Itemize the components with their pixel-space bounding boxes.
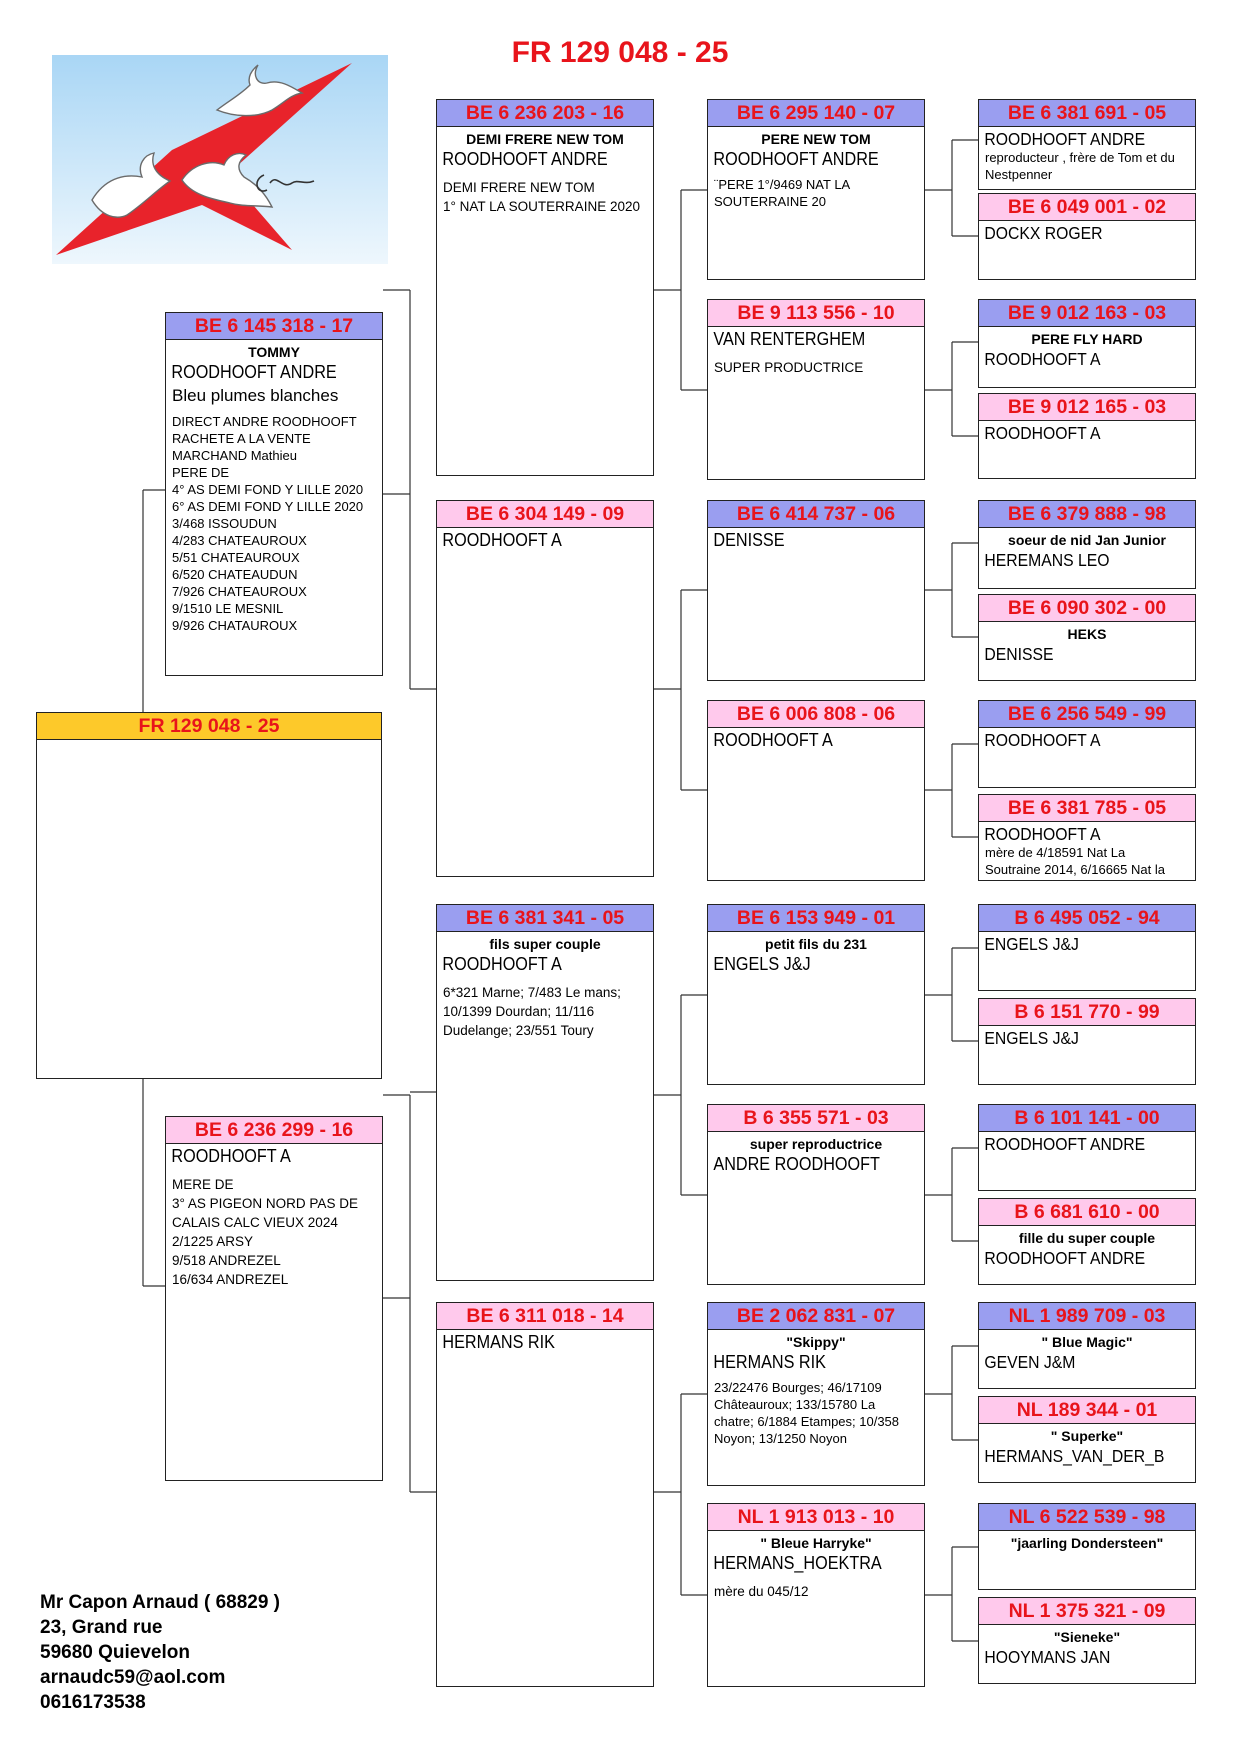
pedigree-box-dds — [707, 1302, 925, 1486]
breeder-name: ROODHOOFT A — [984, 423, 1101, 443]
ring-number: BE 6 153 949 - 01 — [708, 905, 924, 932]
pedigree-box-g4-6 — [978, 700, 1196, 788]
ring-number: BE 6 256 549 - 99 — [979, 701, 1195, 728]
note-line: Nestpenner — [985, 167, 1053, 182]
ring-number: BE 9 113 556 - 10 — [708, 300, 924, 327]
note-line: 23/22476 Bourges; 46/17109 — [714, 1380, 882, 1395]
ring-number: NL 1 989 709 - 03 — [979, 1303, 1195, 1330]
pedigree-box-g4-9 — [978, 998, 1196, 1085]
pedigree-box-g4-1 — [978, 193, 1196, 280]
pedigree-box-g4-0 — [978, 99, 1196, 190]
breeder-name: HERMANS_VAN_DER_B — [984, 1446, 1165, 1466]
note-line: 9/926 CHATAUROUX — [172, 618, 298, 633]
owner-address — [40, 1590, 280, 1715]
breeder-name: GEVEN J&M — [984, 1352, 1076, 1372]
breeder-name: ENGELS J&J — [984, 1028, 1079, 1048]
breeder-name: ROODHOOFT A — [984, 824, 1101, 844]
pedigree-box-ss — [436, 99, 654, 476]
performance-notes — [166, 413, 382, 634]
note-line: Soutraine 2014, 6/16665 Nat la — [985, 862, 1165, 877]
pedigree-box-sdd — [707, 700, 925, 881]
note-line: 9/518 ANDREZEL — [172, 1253, 281, 1268]
note-line: MARCHAND Mathieu — [172, 448, 297, 463]
note-line: PERE DE — [172, 465, 230, 480]
pigeon-name: petit fils du 231 — [765, 936, 867, 952]
pedigree-box-g4-7 — [978, 794, 1196, 881]
performance-notes — [437, 178, 653, 216]
pigeon-name: " Blue Magic" — [1041, 1334, 1133, 1350]
pigeon-name: HEKS — [1067, 626, 1107, 642]
pedigree-box-g4-11 — [978, 1198, 1196, 1285]
note-line: RACHETE A LA VENTE — [172, 431, 311, 446]
note-line: Châteauroux; 133/15780 La — [714, 1397, 876, 1412]
pedigree-box-subject — [36, 712, 382, 1079]
ring-number: BE 6 381 785 - 05 — [979, 795, 1195, 822]
pedigree-box-sd — [436, 500, 654, 877]
note-line: 9/1510 LE MESNIL — [172, 601, 284, 616]
ring-number: BE 6 381 691 - 05 — [979, 100, 1195, 127]
pigeon-name: fils super couple — [489, 936, 601, 952]
pedigree-box-g4-2 — [978, 299, 1196, 388]
pigeon-name: PERE NEW TOM — [761, 131, 871, 147]
breeder-name: DOCKX ROGER — [984, 223, 1103, 243]
breeder-name: ROODHOOFT ANDRE — [984, 129, 1146, 149]
ring-number: BE 6 379 888 - 98 — [979, 501, 1195, 528]
pigeon-name: "Sieneke" — [1053, 1629, 1121, 1645]
ring-number: BE 6 381 341 - 05 — [437, 905, 653, 932]
pedigree-box-g4-8 — [978, 904, 1196, 991]
note-line: 6/520 CHATEAUDUN — [172, 567, 298, 582]
owner-phone: 0616173538 — [40, 1692, 146, 1713]
note-line: 16/634 ANDREZEL — [172, 1272, 289, 1287]
note-line: 3° AS PIGEON NORD PAS DE — [172, 1196, 358, 1211]
ring-number: B 6 355 571 - 03 — [708, 1105, 924, 1132]
performance-notes — [437, 983, 653, 1040]
note-line: Dudelange; 23/551 Toury — [443, 1023, 594, 1038]
ring-number: BE 2 062 831 - 07 — [708, 1303, 924, 1330]
breeder-name: HOOYMANS JAN — [984, 1647, 1111, 1667]
note-line: 4° AS DEMI FOND Y LILLE 2020 — [172, 482, 364, 497]
pedigree-box-ssd — [707, 299, 925, 480]
pedigree-box-sss — [707, 99, 925, 280]
note-line: mère de 4/18591 Nat La — [985, 845, 1126, 860]
note-line: DEMI FRERE NEW TOM — [443, 180, 595, 195]
performance-notes — [166, 1175, 382, 1289]
pigeon-name: " Bleue Harryke" — [760, 1535, 872, 1551]
breeder-name: ROODHOOFT ANDRE — [442, 149, 608, 169]
breeder-name: ENGELS J&J — [984, 934, 1079, 954]
ring-number: BE 9 012 165 - 03 — [979, 394, 1195, 421]
note-line: CALAIS CALC VIEUX 2024 — [172, 1215, 338, 1230]
note-line: reproducteur , frère de Tom et du — [985, 150, 1175, 165]
performance-notes — [708, 1582, 924, 1601]
ring-number: B 6 681 610 - 00 — [979, 1199, 1195, 1226]
pedigree-box-g4-13 — [978, 1396, 1196, 1483]
note-line: 1° NAT LA SOUTERRAINE 2020 — [443, 199, 640, 214]
note-line: 6° AS DEMI FOND Y LILLE 2020 — [172, 499, 364, 514]
note-line: mère du 045/12 — [714, 1584, 809, 1599]
note-line: SOUTERRAINE 20 — [714, 194, 826, 209]
owner-email: arnaudc59@aol.com — [40, 1667, 226, 1688]
note-line: DIRECT ANDRE ROODHOOFT — [172, 414, 357, 429]
owner-name: Mr Capon Arnaud ( 68829 ) — [40, 1592, 281, 1613]
breeder-name: ANDRE ROODHOOFT — [713, 1154, 880, 1174]
ring-number: BE 6 145 318 - 17 — [166, 313, 382, 340]
note-line: 2/1225 ARSY — [172, 1234, 254, 1249]
ring-number: BE 6 049 001 - 02 — [979, 194, 1195, 221]
pedigree-box-dd — [436, 1302, 654, 1687]
breeder-name: HERMANS RIK — [442, 1332, 555, 1352]
pigeon-name: DEMI FRERE NEW TOM — [466, 131, 624, 147]
note-line: 4/283 CHATEAUROUX — [172, 533, 307, 548]
ring-number: NL 1 375 321 - 09 — [979, 1598, 1195, 1625]
ring-number: B 6 151 770 - 99 — [979, 999, 1195, 1026]
note-line: 6*321 Marne; 7/483 Le mans; — [443, 985, 621, 1000]
pigeon-name: super reproductrice — [749, 1136, 883, 1152]
ring-number: BE 6 236 203 - 16 — [437, 100, 653, 127]
breeder-name: ROODHOOFT A — [442, 954, 562, 974]
breeder-name: ROODHOOFT A — [984, 349, 1101, 369]
ring-number: BE 6 311 018 - 14 — [437, 1303, 653, 1330]
ring-number: FR 129 048 - 25 — [37, 713, 381, 740]
note-line: 7/926 CHATEAUROUX — [172, 584, 307, 599]
pigeon-name: "Skippy" — [786, 1334, 846, 1350]
ring-number: NL 6 522 539 - 98 — [979, 1504, 1195, 1531]
pigeon-name: fille du super couple — [1018, 1230, 1156, 1246]
pedigree-box-g4-5 — [978, 594, 1196, 681]
breeder-name: ROODHOOFT A — [713, 730, 833, 750]
ring-number: NL 1 913 013 - 10 — [708, 1504, 924, 1531]
note-line: 10/1399 Dourdan; 11/116 — [443, 1004, 595, 1019]
pigeon-name: soeur de nid Jan Junior — [1008, 532, 1166, 548]
ring-number: B 6 495 052 - 94 — [979, 905, 1195, 932]
breeder-name: ROODHOOFT ANDRE — [171, 362, 337, 382]
pedigree-box-dsd — [707, 1104, 925, 1285]
pedigree-box-dss — [707, 904, 925, 1085]
pigeon-name: " Superke" — [1050, 1428, 1124, 1444]
pedigree-box-g4-14 — [978, 1503, 1196, 1590]
ring-number: BE 6 090 302 - 00 — [979, 595, 1195, 622]
breeder-name: DENISSE — [984, 644, 1054, 664]
pigeon-name: PERE FLY HARD — [1031, 331, 1143, 347]
breeder-name: HERMANS_HOEKTRA — [713, 1553, 882, 1573]
pigeon-name: TOMMY — [248, 344, 300, 360]
note-line: chatre; 6/1884 Etampes; 10/358 — [714, 1414, 900, 1429]
note-line: ¨PERE 1°/9469 NAT LA — [714, 177, 851, 192]
ring-number: NL 189 344 - 01 — [979, 1397, 1195, 1424]
pedigree-box-g4-12 — [978, 1302, 1196, 1389]
note-line: SUPER PRODUCTRICE — [714, 360, 864, 375]
breeder-name: DENISSE — [713, 530, 785, 550]
performance-notes — [708, 1379, 924, 1447]
ring-number: BE 9 012 163 - 03 — [979, 300, 1195, 327]
pedigree-box-g4-10 — [978, 1104, 1196, 1191]
breeder-name: HEREMANS LEO — [984, 550, 1110, 570]
note-line: MERE DE — [172, 1177, 234, 1192]
note-line: 5/51 CHATEAUROUX — [172, 550, 300, 565]
ring-number: BE 6 236 299 - 16 — [166, 1117, 382, 1144]
ring-number: BE 6 295 140 - 07 — [708, 100, 924, 127]
note-line: Noyon; 13/1250 Noyon — [714, 1431, 847, 1446]
performance-notes — [979, 149, 1195, 183]
breeder-name: ROODHOOFT ANDRE — [984, 1134, 1146, 1154]
performance-notes — [979, 844, 1195, 878]
breeder-name: HERMANS RIK — [713, 1352, 826, 1372]
pedigree-box-g4-15 — [978, 1597, 1196, 1684]
pedigree-box-g4-3 — [978, 393, 1196, 479]
ring-number: B 6 101 141 - 00 — [979, 1105, 1195, 1132]
pedigree-box-g4-4 — [978, 500, 1196, 589]
pigeon-name: "jaarling Dondersteen" — [1010, 1535, 1164, 1551]
pedigree-box-dam — [165, 1116, 383, 1481]
owner-street: 23, Grand rue — [40, 1617, 163, 1638]
breeder-name: ROODHOOFT A — [171, 1146, 291, 1166]
breeder-name: ENGELS J&J — [713, 954, 811, 974]
pedigree-box-sire — [165, 312, 383, 676]
performance-notes — [708, 358, 924, 377]
pedigree-box-ddd — [707, 1503, 925, 1687]
ring-number: BE 6 414 737 - 06 — [708, 501, 924, 528]
owner-city: 59680 Quievelon — [40, 1642, 190, 1663]
breeder-name: ROODHOOFT A — [442, 530, 562, 550]
pedigree-box-ds — [436, 904, 654, 1281]
note-line: 3/468 ISSOUDUN — [172, 516, 277, 531]
breeder-name: VAN RENTERGHEM — [713, 329, 866, 349]
performance-notes — [708, 176, 924, 210]
plumage-color: Bleu plumes blanches — [172, 386, 339, 405]
breeder-name: ROODHOOFT A — [984, 730, 1101, 750]
pedigree-box-sds — [707, 500, 925, 681]
breeder-name: ROODHOOFT ANDRE — [984, 1248, 1146, 1268]
page-title: FR 129 048 - 25 — [511, 36, 729, 69]
ring-number: BE 6 304 149 - 09 — [437, 501, 653, 528]
ring-number: BE 6 006 808 - 06 — [708, 701, 924, 728]
breeder-name: ROODHOOFT ANDRE — [713, 149, 879, 169]
